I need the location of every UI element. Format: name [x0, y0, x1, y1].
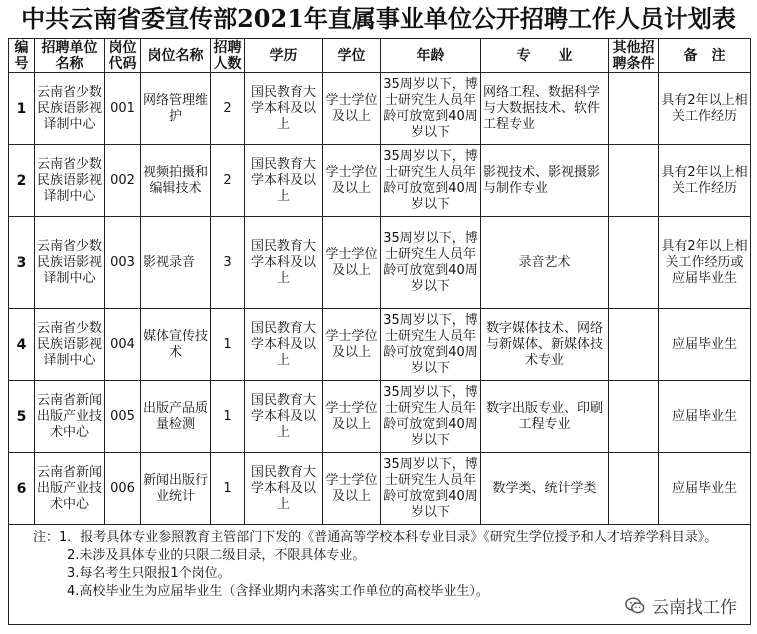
cell-other	[609, 453, 659, 525]
watermark	[624, 593, 737, 618]
cell-remark: 具有2年以上相关工作经历	[659, 145, 751, 217]
cell-position: 媒体宣传技术	[141, 309, 211, 381]
cell-remark: 具有2年以上相关工作经历或应届毕业生	[659, 217, 751, 309]
cell-degree: 学士学位及以上	[323, 145, 381, 217]
table-row	[9, 145, 751, 217]
cell-other	[609, 217, 659, 309]
cell-age: 35周岁以下，博士研究生人员年龄可放宽到40周岁以下	[381, 309, 481, 381]
cell-remark: 具有2年以上相关工作经历	[659, 73, 751, 145]
header-count: 招聘人数	[211, 39, 245, 73]
cell-education: 国民教育大学本科及以上	[245, 217, 323, 309]
cell-age: 35周岁以下，博士研究生人员年龄可放宽到40周岁以下	[381, 453, 481, 525]
cell-count: 1	[211, 381, 245, 453]
cell-no: 1	[9, 73, 35, 145]
cell-remark: 应届毕业生	[659, 381, 751, 453]
cell-count: 2	[211, 145, 245, 217]
cell-no: 3	[9, 217, 35, 309]
cell-remark: 应届毕业生	[659, 453, 751, 525]
cell-position: 新闻出版行业统计	[141, 453, 211, 525]
note-line-3: 3.每名考生只限报1个岗位。	[67, 566, 231, 581]
cell-unit: 云南省少数民族语影视译制中心	[35, 217, 105, 309]
cell-age: 35周岁以下，博士研究生人员年龄可放宽到40周岁以下	[381, 73, 481, 145]
cell-major: 数字出版专业、印刷工程专业	[481, 381, 609, 453]
cell-education: 国民教育大学本科及以上	[245, 453, 323, 525]
cell-unit: 云南省少数民族语影视译制中心	[35, 145, 105, 217]
header-code: 岗位代码	[105, 39, 141, 73]
header-unit: 招聘单位名称	[35, 39, 105, 73]
header-other: 其他招聘条件	[609, 39, 659, 73]
cell-unit: 云南省少数民族语影视译制中心	[35, 73, 105, 145]
cell-no: 5	[9, 381, 35, 453]
cell-position: 视频拍摄和编辑技术	[141, 145, 211, 217]
cell-other	[609, 309, 659, 381]
recruitment-plan-table	[8, 38, 751, 625]
table-row	[9, 73, 751, 145]
cell-remark: 应届毕业生	[659, 309, 751, 381]
cell-major: 录音艺术	[481, 217, 609, 309]
cell-major: 数字媒体技术、网络与新媒体、新媒体技术专业	[481, 309, 609, 381]
cell-degree: 学士学位及以上	[323, 309, 381, 381]
cell-education: 国民教育大学本科及以上	[245, 73, 323, 145]
cell-count: 3	[211, 217, 245, 309]
table-row	[9, 309, 751, 381]
cell-no: 6	[9, 453, 35, 525]
cell-position: 出版产品质量检测	[141, 381, 211, 453]
note-line-4: 4.高校毕业生为应届毕业生（含择业期内未落实工作单位的高校毕业生）。	[67, 584, 489, 599]
cell-other	[609, 381, 659, 453]
cell-degree: 学士学位及以上	[323, 73, 381, 145]
cell-education: 国民教育大学本科及以上	[245, 309, 323, 381]
cell-count: 1	[211, 453, 245, 525]
header-remark: 备 注	[659, 39, 751, 73]
table-row	[9, 453, 751, 525]
cell-code: 005	[105, 381, 141, 453]
wechat-icon	[624, 595, 646, 617]
cell-position: 影视录音	[141, 217, 211, 309]
cell-no: 4	[9, 309, 35, 381]
cell-age: 35周岁以下，博士研究生人员年龄可放宽到40周岁以下	[381, 145, 481, 217]
table-row	[9, 217, 751, 309]
note-line-1: 注：1．报考具体专业参照教育主管部门下发的《普通高等学校本科专业目录》《研究生学位授予和人才培养学科目录》。	[33, 530, 718, 545]
page-title: 中共云南省委宣传部2021年直属事业单位公开招聘工作人员计划表	[21, 4, 736, 33]
table-row	[9, 381, 751, 453]
cell-major: 数学类、统计学类	[481, 453, 609, 525]
cell-education: 国民教育大学本科及以上	[245, 145, 323, 217]
cell-code: 004	[105, 309, 141, 381]
cell-degree: 学士学位及以上	[323, 381, 381, 453]
cell-unit: 云南省少数民族语影视译制中心	[35, 309, 105, 381]
header-age: 年龄	[381, 39, 481, 73]
cell-code: 001	[105, 73, 141, 145]
header-education: 学历	[245, 39, 323, 73]
cell-degree: 学士学位及以上	[323, 217, 381, 309]
header-degree: 学位	[323, 39, 381, 73]
cell-education: 国民教育大学本科及以上	[245, 381, 323, 453]
cell-position: 网络管理维护	[141, 73, 211, 145]
cell-unit: 云南省新闻出版产业技术中心	[35, 381, 105, 453]
header-major: 专 业	[481, 39, 609, 73]
cell-code: 006	[105, 453, 141, 525]
cell-count: 2	[211, 73, 245, 145]
header-row	[9, 39, 751, 73]
cell-unit: 云南省新闻出版产业技术中心	[35, 453, 105, 525]
cell-code: 003	[105, 217, 141, 309]
cell-count: 1	[211, 309, 245, 381]
cell-no: 2	[9, 145, 35, 217]
note-line-2: 2.未涉及具体专业的只限二级目录，不限具体专业。	[67, 548, 366, 563]
cell-other	[609, 73, 659, 145]
cell-degree: 学士学位及以上	[323, 453, 381, 525]
cell-age: 35周岁以下，博士研究生人员年龄可放宽到40周岁以下	[381, 381, 481, 453]
cell-code: 002	[105, 145, 141, 217]
cell-major: 网络工程、数据科学与大数据技术、软件工程专业	[481, 73, 609, 145]
cell-age: 35周岁以下，博士研究生人员年龄可放宽到40周岁以下	[381, 217, 481, 309]
cell-major: 影视技术、影视摄影与制作专业	[481, 145, 609, 217]
watermark-text: 云南找工作	[652, 598, 737, 618]
cell-other	[609, 145, 659, 217]
header-no: 编号	[9, 39, 35, 73]
header-position: 岗位名称	[141, 39, 211, 73]
